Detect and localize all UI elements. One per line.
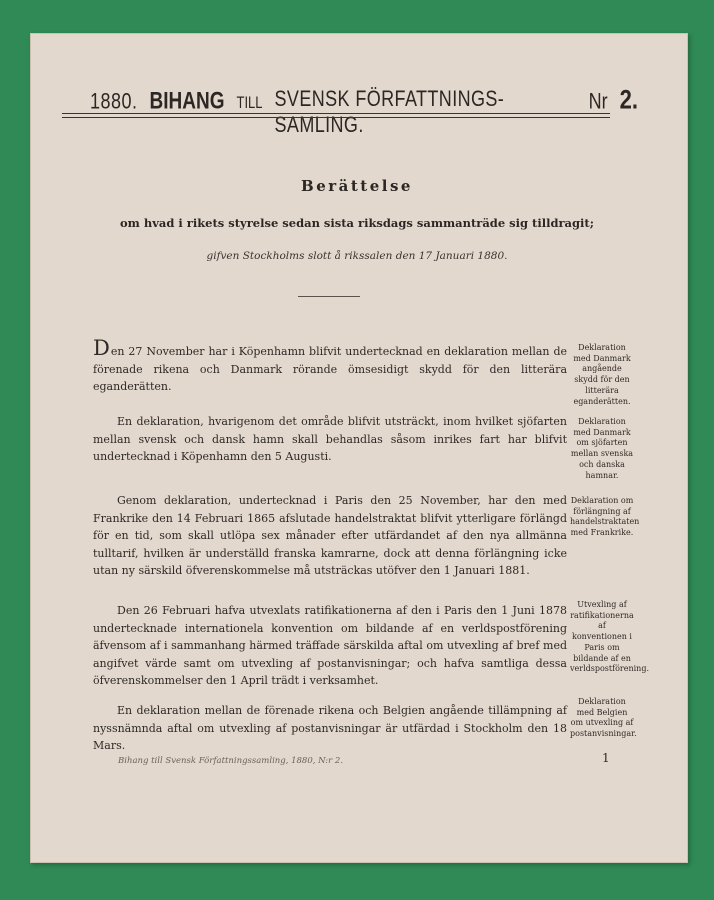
document-given-line: gifven Stockholms slott å rikssalen den 17 Januari 1880. [206,250,508,262]
header-rule-thin [62,117,610,118]
margin-note-5: Deklaration med Belgien om utvexling af postanvisningar. [570,697,637,739]
page-header [90,84,638,137]
paragraph-4: Den 26 Februari hafva utvexlats ratifikationerna af den i Paris den 1 Juni 1878 undertecknade internationela konvention om bildande af en verldspostförening äfvensom af i sammanhang härmed träffade särskilda aftal om utvexling af bref med angifvet värde samt om utvexling af postanvisningar; och hafva samtliga dessa öfverenskommelser den 1 April trädt i verksamhet. [93,604,567,687]
header-title: SVENSK FÖRFATTNINGS-SAMLING. [274,85,505,137]
margin-note-1: Deklaration med Danmark angående skydd för den litterära eganderätten. [573,343,631,406]
drop-cap: D [93,336,110,360]
paragraph-2: En deklaration, hvarigenom det område blifvit utsträckt, inom hvilket sjöfarten mellan svensk och dansk hamn skall behandlas såsom inrikes fart har blifvit undertecknad i Köpenhamn den 5 Augusti. [93,415,567,463]
margin-note-3: Deklaration om förlängning af handelstraktaten med Frankrike. [570,496,640,538]
header-number-label: Nr [588,88,608,114]
header-rule-thick [62,113,610,114]
paragraph-1 [93,338,567,396]
margin-note-4: Utvexling af ratifikationerna af konventionen i Paris om bildande af en verldspostförening. [570,600,649,674]
margin-note-2: Deklaration med Danmark om sjöfarten mellan svenska och danska hamnar. [570,417,634,480]
header-number: 2. [619,84,638,115]
document-subtitle: om hvad i rikets styrelse sedan sista riksdags sammanträde sig tilldragit; [120,216,594,230]
header-bihang: BIHANG [149,88,225,115]
section-divider [298,296,360,297]
document-title: Berättelse [301,177,413,195]
paragraph-5: En deklaration mellan de förenade rikena och Belgien angående tillämpning af nyssnämnda aftal om utvexling af postanvisningar är utfärdad i Stockholm den 18 Mars. [93,704,567,752]
page-number: 1 [602,751,610,765]
paragraph-text: en 27 November har i Köpenhamn blifvit undertecknad en deklaration mellan de förenade rikena och Danmark rörande ömsesidigt skydd för den litterära eganderätten. [93,345,567,393]
header-year: 1880. [90,88,138,114]
page-footer: Bihang till Svensk Författningssamling, 1880, N:r 2. [118,756,344,766]
header-till: TILL [236,93,263,112]
paragraph-3: Genom deklaration, undertecknad i Paris den 25 November, har den med Frankrike den 14 Februari 1865 afslutade handelstraktat blifvit ytterligare förlängd för en tid, som skall utlöpa sex månader efter utfärdandet af den nya allmänna tulltarif, hvilken är underställd franska kamrarne, dock att denna förlängning icke utan ny särskild öfverenskommelse må utsträckas utöfver den 1 Januari 1881. [93,494,567,577]
